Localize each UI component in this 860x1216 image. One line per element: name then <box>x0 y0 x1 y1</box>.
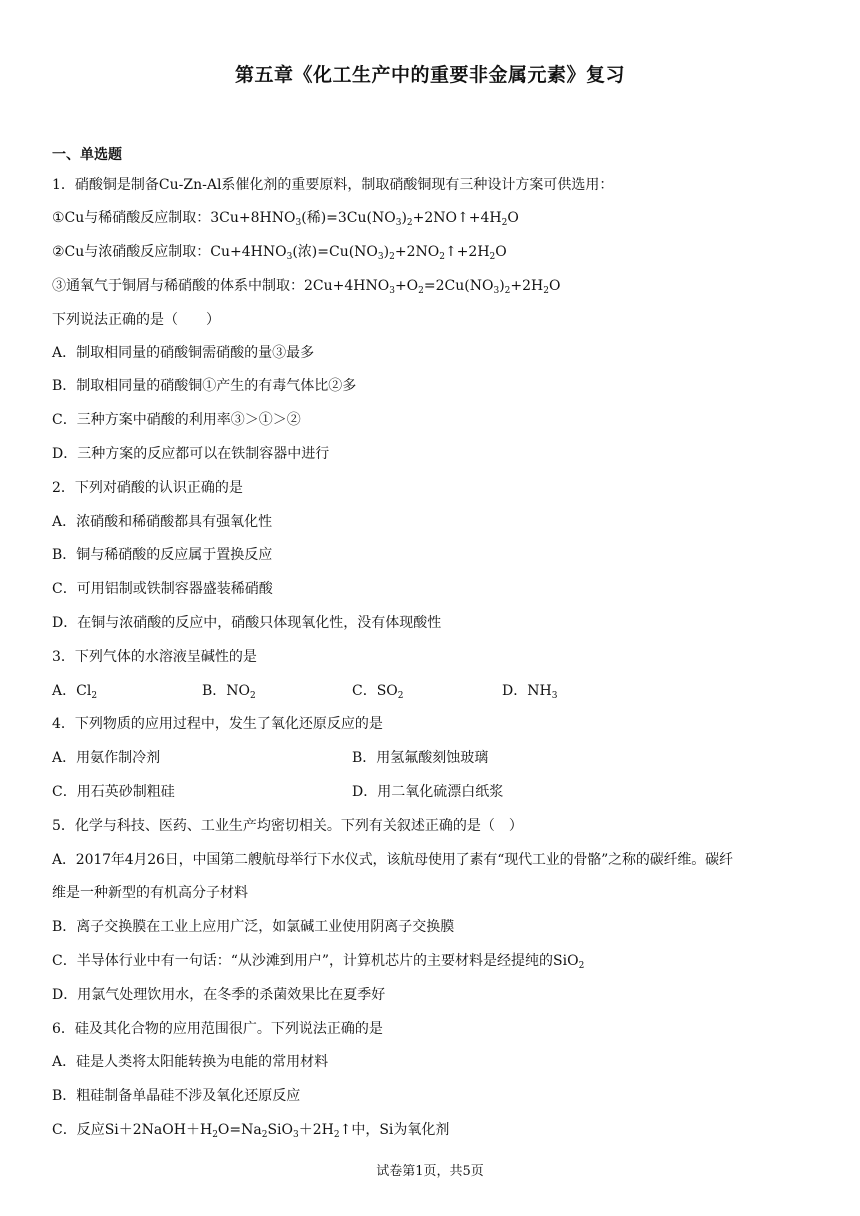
question-5-stem: 5．化学与科技、医药、工业生产均密切相关。下列有关叙述正确的是（ ） <box>52 818 523 834</box>
q2-option-a: A．浓硝酸和稀硝酸都具有强氧化性 <box>52 514 273 530</box>
q1-method-2: ②Cu与浓硝酸反应制取：$Cu+4HNO_3$(浓)$=Cu(NO_3)_2+2NO_2↑+2H_2O$ <box>52 244 507 262</box>
q3-option-c: C．$SO_2$ <box>352 683 404 701</box>
q6-option-b: B．粗硅制备单晶硅不涉及氧化还原反应 <box>52 1088 301 1104</box>
q4-option-d: D．用二氧化硫漂白纸浆 <box>352 784 504 800</box>
q6-option-a: A．硅是人类将太阳能转换为电能的常用材料 <box>52 1054 329 1070</box>
q1-method-3: ③通氧气于铜屑与稀硝酸的体系中制取：$2Cu+4HNO_3+O_2=2Cu(NO_3)_2+2H_2O$ <box>52 278 561 296</box>
q1-ask: 下列说法正确的是（ ） <box>52 312 220 328</box>
q3-option-d: D．$NH_3$ <box>502 683 558 701</box>
page-title: 第五章《化工生产中的重要非金属元素》复习 <box>234 64 625 86</box>
q6-option-c: C．反应$Si+2NaOH+H_2O=Na_2SiO_3+2H_2↑$中，Si为氧化剂 <box>52 1122 450 1140</box>
question-4-stem: 4．下列物质的应用过程中，发生了氧化还原反应的是 <box>52 716 383 732</box>
q5-option-a-line-2: 维是一种新型的有机高分子材料 <box>52 885 248 901</box>
q1-method-1: ①Cu与稀硝酸反应制取：$3Cu+8HNO_3$(稀)$=3Cu(NO_3)_2+2NO↑+4H_2O$ <box>52 210 519 228</box>
q3-option-b: B．$NO_2$ <box>202 683 256 701</box>
question-2-stem: 2．下列对硝酸的认识正确的是 <box>52 480 243 496</box>
section-heading: 一、单选题 <box>52 147 122 163</box>
q2-option-c: C．可用铝制或铁制容器盛装稀硝酸 <box>52 581 273 597</box>
q2-option-d: D．在铜与浓硝酸的反应中，硝酸只体现氧化性，没有体现酸性 <box>52 615 442 631</box>
q1-option-d: D．三种方案的反应都可以在铁制容器中进行 <box>52 446 330 462</box>
q4-option-c: C．用石英砂制粗硅 <box>52 784 175 800</box>
q5-option-a-line-1: A．2017年4月26日，中国第二艘航母举行下水仪式，该航母使用了素有“现代工业的骨骼”之称的碳纤维。碳纤 <box>52 852 733 868</box>
page-footer: 试卷第1页，共5页 <box>376 1164 484 1179</box>
q3-option-a: A．$Cl_2$ <box>52 683 98 701</box>
q4-option-b: B．用氢氟酸刻蚀玻璃 <box>352 750 489 766</box>
q5-option-c: C．半导体行业中有一句话：“从沙滩到用户”，计算机芯片的主要材料是经提纯的SiO$_2$ <box>52 953 585 971</box>
q5-option-d: D．用氯气处理饮用水，在冬季的杀菌效果比在夏季好 <box>52 987 386 1003</box>
q1-option-a: A．制取相同量的硝酸铜需硝酸的量③最多 <box>52 345 315 361</box>
q2-option-b: B．铜与稀硝酸的反应属于置换反应 <box>52 547 273 563</box>
question-6-stem: 6．硅及其化合物的应用范围很广。下列说法正确的是 <box>52 1021 383 1037</box>
q1-option-b: B．制取相同量的硝酸铜①产生的有毒气体比②多 <box>52 378 357 394</box>
q4-option-a: A．用氨作制冷剂 <box>52 750 161 766</box>
question-1-stem: 1．硝酸铜是制备Cu-Zn-Al系催化剂的重要原料，制取硝酸铜现有三种设计方案可供选用： <box>52 177 614 193</box>
q5-option-b: B．离子交换膜在工业上应用广泛，如氯碱工业使用阴离子交换膜 <box>52 919 455 935</box>
q1-option-c: C．三种方案中硝酸的利用率③＞①＞② <box>52 412 301 428</box>
question-3-stem: 3．下列气体的水溶液呈碱性的是 <box>52 649 257 665</box>
